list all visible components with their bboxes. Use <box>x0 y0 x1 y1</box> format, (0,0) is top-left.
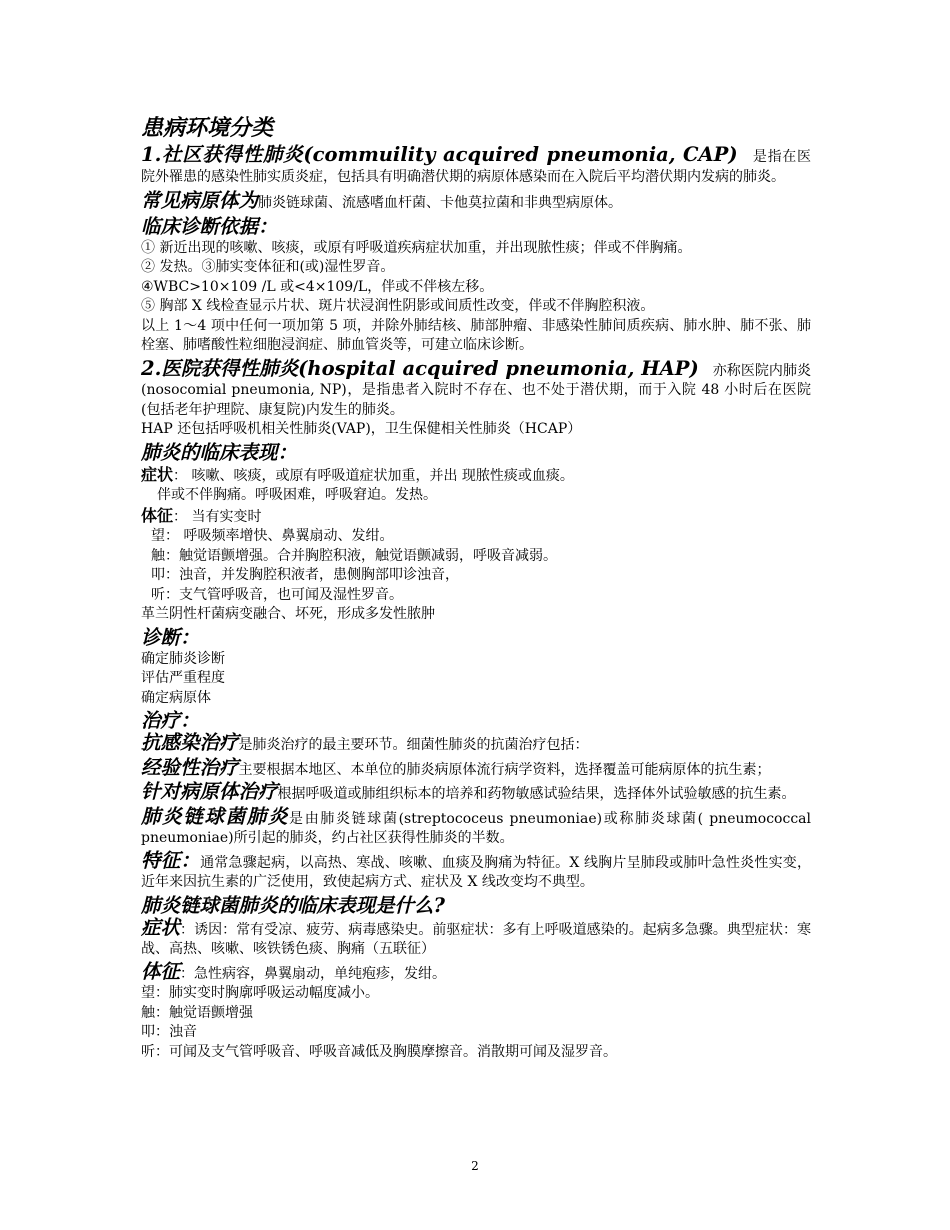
pc-sign-item: 叩：浊音 <box>141 1024 197 1040</box>
targeted-paragraph <box>141 782 811 805</box>
pc-symptoms-label: 症状 <box>141 915 181 939</box>
criteria-item: ⑤ 胸部 X 线检查显示片状、斑片状浸润性阴影或间质性改变，伴或不伴胸腔积液。 <box>141 298 655 314</box>
targeted-label: 针对病原体治疗 <box>141 780 278 803</box>
empirical-label: 经验性治疗 <box>141 755 239 779</box>
sign-item: 望： 呼吸频率增快、鼻翼扇动、发绀。 <box>151 528 394 544</box>
criteria-item: ① 新近出现的咳嗽、咳痰，或原有呼吸道疾病症状加重，并出现脓性痰；伴或不伴胸痛。 <box>141 239 692 256</box>
sign-item: 听：支气管呼吸音，也可闻及湿性罗音。 <box>151 586 403 603</box>
pc-signs-text: ：急性病容，鼻翼扇动，单纯疱疹，发绀。 <box>180 965 447 982</box>
empirical-paragraph <box>141 755 811 781</box>
criteria-item: ② 发热。③肺实变体征和(或)湿性罗音。 <box>141 259 395 275</box>
pc-symptoms-text: ：诱因：常有受凉、疲劳、病毒感染史。前驱症状：多有上呼吸道感染的。起病多急骤。典型症状：寒战、高热、咳嗽、咳铁锈色痰、胸痛（五联征） <box>141 921 811 957</box>
anti-text: 是肺炎治疗的最主要环节。细菌性肺炎的抗菌治疗包括： <box>238 737 589 753</box>
signs-label: 体征 <box>141 505 174 525</box>
page-title: 患病环境分类 <box>141 115 274 141</box>
pneumococcal-paragraph <box>141 804 811 849</box>
signs-text: ： 当有实变时 <box>173 508 262 525</box>
diagnosis-item: 评估严重程度 <box>141 670 225 686</box>
pc-sign-item: 望：肺实变时胸廓呼吸运动幅度减小。 <box>141 985 379 1001</box>
hap-extra: HAP 还包括呼吸机相关性肺炎(VAP)，卫生保健相关性肺炎（HCAP） <box>141 421 582 437</box>
pneumococcal-text: 是由肺炎链球菌(streptococeus pneumoniae)或称肺炎球菌( pneumococcal pneumoniae)所引起的肺炎，约占社区获得性肺炎的半数。 <box>141 810 811 846</box>
signs-line <box>141 506 811 528</box>
symptoms-line <box>141 465 811 487</box>
gram-line: 革兰阴性杆菌病变融合、坏死，形成多发性脓肿 <box>141 606 435 622</box>
criteria-item: ④WBC>10×109 /L 或<4×109/L，伴或不伴核左移。 <box>141 278 494 295</box>
page-number: 2 <box>471 1159 479 1173</box>
targeted-text: 根据呼吸道或肺组织标本的培养和药物敏感试验结果，选择体外试验敏感的抗生素。 <box>277 786 796 802</box>
cap-desc: 是指在医院外罹患的感染性肺实质炎症，包括具有明确潜伏期的病原体感染而在入院后平均潜伏期内发病的肺炎。 <box>141 149 811 185</box>
pathogens-label: 常见病原体为 <box>141 189 259 212</box>
anti-infection-paragraph <box>141 733 811 756</box>
pc-signs-paragraph <box>141 959 811 985</box>
hap-heading: 2.医院获得性肺炎(hospital acquired pneumonia, HAP) <box>141 356 699 380</box>
document-body <box>141 112 811 1062</box>
pc-signs-label: 体征 <box>141 959 181 983</box>
symptoms-label: 症状 <box>141 464 174 484</box>
sign-item: 叩：浊音，并发胸腔积液者，患侧胸部叩诊浊音， <box>151 567 459 583</box>
pc-sign-item: 触：触觉语颤增强 <box>141 1004 253 1021</box>
feature-paragraph <box>141 848 811 893</box>
hap-paragraph <box>141 356 811 421</box>
pc-sign-item: 听：可闻及支气管呼吸音、呼吸音减低及胸膜摩擦音。消散期可闻及湿罗音。 <box>141 1043 617 1060</box>
symptoms-cont: 伴或不伴胸痛。呼吸困难，呼吸窘迫。发热。 <box>157 487 437 503</box>
hap-desc: 亦称医院内肺炎(nosocomial pneumonia, NP)，是指患者入院时不存在、也不处于潜伏期，而于入院 48 小时后在医院(包括老年护理院、康复院)内发生的肺炎。 <box>141 362 811 418</box>
clinical-heading: 肺炎的临床表现： <box>141 440 298 464</box>
cap-heading: 1.社区获得性肺炎(commuility acquired pneumonia, CAP) <box>141 143 738 166</box>
pathogens-paragraph <box>141 191 811 214</box>
diagnosis-item: 确定肺炎诊断 <box>141 650 225 667</box>
criteria-summary: 以上 1～4 项中任何一项加第 5 项，并除外肺结核、肺部肿瘤、非感染性肺间质疾病、肺水肿、肺不张、肺栓塞、肺嗜酸性粒细胞浸润症、肺血管炎等，可建立临床诊断。 <box>141 317 811 353</box>
empirical-text: 主要根据本地区、本单位的肺炎病原体流行病学资料，选择覆盖可能病原体的抗生素； <box>238 761 771 778</box>
treatment-heading: 治疗： <box>141 709 200 732</box>
sign-item: 触：触觉语颤增强。合并胸腔积液，触觉语颤减弱，呼吸音减弱。 <box>151 547 557 564</box>
pathogens-text: 肺炎链球菌、流感嗜血杆菌、卡他莫拉菌和非典型病原体。 <box>258 195 623 211</box>
criteria-heading: 临床诊断依据： <box>141 214 278 238</box>
diagnosis-item: 确定病原体 <box>141 689 211 706</box>
feature-text: 通常急骤起病，以高热、寒战、咳嗽、血痰及胸痛为特征。X 线胸片呈肺段或肺叶急性炎性实变，近年来因抗生素的广泛使用，致使起病方式、症状及 X 线改变均不典型。 <box>141 854 811 890</box>
anti-label: 抗感染治疗 <box>141 731 239 754</box>
pc-symptoms-paragraph <box>141 915 811 960</box>
pneumococcal-question-heading: 肺炎链球菌肺炎的临床表现是什么? <box>141 893 445 917</box>
cap-paragraph <box>141 145 811 187</box>
symptoms-text: ： 咳嗽、咳痰，或原有呼吸道症状加重，并出 现脓性痰或血痰。 <box>173 467 574 484</box>
diagnosis-heading: 诊断： <box>141 625 200 649</box>
pneumococcal-label: 肺炎链球菌肺炎 <box>141 804 290 828</box>
feature-label: 特征： <box>141 848 201 872</box>
